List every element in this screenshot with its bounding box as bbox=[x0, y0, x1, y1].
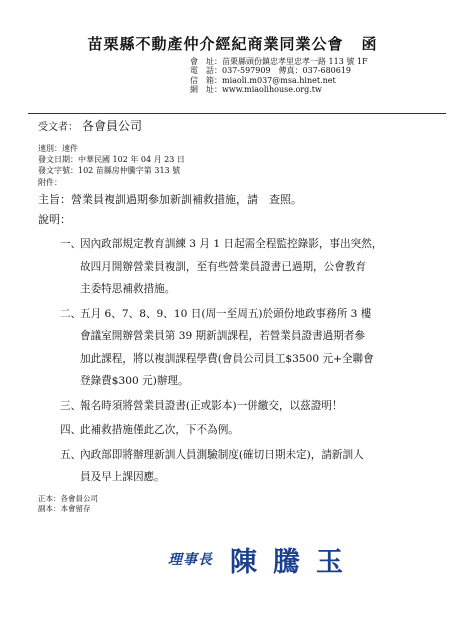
item-line: 故四月開辦營業員複訓，至有些營業員證書已過期，公會教育 bbox=[80, 260, 367, 273]
item-line: 因內政部規定教育訓練 3 月 1 日起需全程監控錄影，事出突然， bbox=[80, 238, 383, 250]
contact-website: 網 址：www.miaolihouse.org.tw bbox=[190, 84, 322, 94]
chairman-signature bbox=[168, 540, 398, 580]
item-line: 內政部即將辦理新訓人員測驗制度(確切日期未定)，請新訓人 bbox=[80, 448, 364, 461]
document-meta bbox=[38, 143, 185, 188]
recipient-line bbox=[38, 117, 142, 134]
item-line: 會議室開辦營業員第 39 期新訓課程，若營業員證書過期者參 bbox=[80, 330, 366, 342]
explanation-label: 說明： bbox=[38, 213, 71, 226]
meta-speed: 速別：速件 bbox=[38, 144, 78, 153]
header-divider bbox=[28, 113, 446, 114]
cc-copy: 副本：本會留存 bbox=[38, 503, 91, 513]
contact-phone: 電 話：037-597909 傳真：037-680619 bbox=[190, 66, 352, 76]
explanation-items bbox=[60, 233, 420, 491]
cc-original: 正本：各會員公司 bbox=[38, 494, 98, 503]
item-number: 二、 bbox=[60, 307, 82, 320]
copy-distribution bbox=[38, 494, 98, 513]
item-line: 五月 6、7、8、9、10 日(周一至周五)於頭份地政事務所 3 樓 bbox=[80, 307, 372, 320]
list-item bbox=[60, 303, 420, 393]
item-line: 登錄費$300 元)辦理。 bbox=[80, 375, 189, 387]
list-item bbox=[60, 444, 420, 489]
item-number: 一、 bbox=[60, 238, 82, 250]
item-line: 加此課程，將以複訓課程學費(會員公司員工$3500 元+全聯會 bbox=[80, 352, 374, 365]
item-line: 員及早上課因應。 bbox=[80, 471, 165, 483]
item-number: 五、 bbox=[60, 448, 82, 461]
meta-attachment: 附件： bbox=[38, 177, 62, 187]
contact-block bbox=[190, 57, 368, 94]
item-number: 三、 bbox=[60, 399, 82, 412]
meta-date: 發文日期：中華民國 102 年 04 月 23 日 bbox=[38, 155, 185, 165]
item-line: 此補救措施僅此乙次，下不為例。 bbox=[80, 424, 239, 436]
letterhead-title bbox=[0, 33, 465, 54]
signature-role: 理事長 bbox=[168, 552, 213, 568]
document-type: 函 bbox=[361, 35, 378, 53]
list-item bbox=[60, 395, 420, 418]
recipient-value: 各會員公司 bbox=[82, 119, 143, 133]
list-item bbox=[60, 233, 420, 301]
association-name: 苗栗縣不動產仲介經紀商業同業公會 bbox=[87, 35, 344, 53]
meta-ref-number: 發文字號：102 苗縣房仲騰字第 313 號 bbox=[38, 166, 181, 176]
contact-email: 信 箱：miaoli.m037@msa.hinet.net bbox=[190, 75, 336, 85]
item-line: 主委特思補救措施。 bbox=[80, 283, 176, 295]
signature-name: 陳騰玉 bbox=[230, 547, 359, 578]
contact-address: 會 址：苗栗縣頭份鎮忠孝里忠孝一路 113 號 1F bbox=[190, 57, 368, 66]
item-line: 報名時須將營業員證書(正或影本)一併繳交，以茲證明！ bbox=[80, 399, 343, 412]
list-item bbox=[60, 419, 420, 442]
item-number: 四、 bbox=[60, 424, 82, 436]
recipient-label: 受文者： bbox=[38, 122, 78, 133]
subject-line: 主旨：營業員複訓過期參加新訓補救措施，請 查照。 bbox=[38, 193, 302, 206]
